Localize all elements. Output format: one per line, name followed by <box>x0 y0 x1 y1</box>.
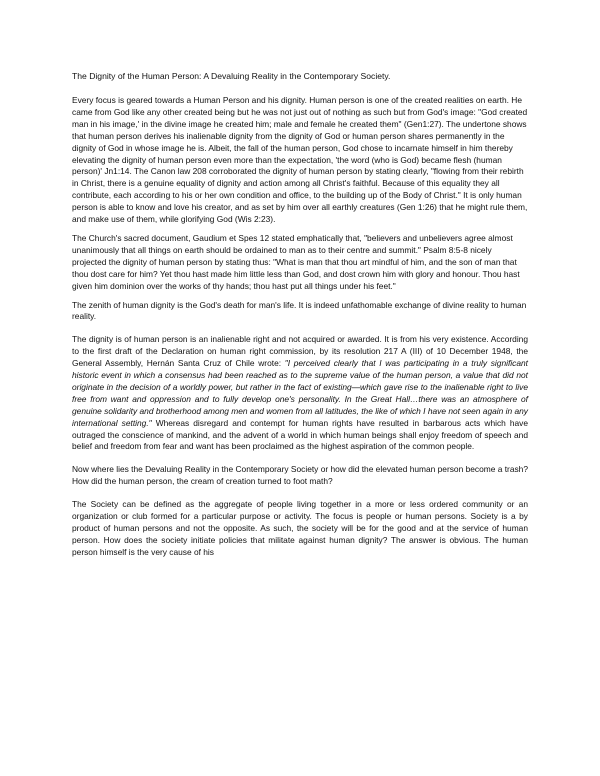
paragraph-devaluing-question: Now where lies the Devaluing Reality in the Contemporary Society or how did the elevated human person become a trash? How did the human person, the cream of creation turned to foot math? <box>72 464 528 487</box>
document-title: The Dignity of the Human Person: A Devaluing Reality in the Contemporary Society. <box>72 71 391 81</box>
paragraph-gaudium-et-spes: The Church's sacred document, Gaudium et Spes 12 stated emphatically that, "believers and unbelievers agree almost unanimously that all things on earth should be ordained to man as to their centre and summit." Psalm 8:5-8 nicely projected the dignity of human person by stating thus: "What is man that thou art mindful of him, and the son of man that thou dost care for him? Yet thou hast made him little less than God, and dost crown him with glory and honour. Thou hast given him dominion over the works of thy hands; thou hast put all things under his feet." <box>72 232 520 291</box>
paragraph-society-definition: The Society can be defined as the aggregate of people living together in a more or less ordered community or an organization or club formed for a particular purpose or activity. The focus is people or human persons. Society is a by product of human persons and not the opposite. As such, the society will be for the good and at the service of human person. How does the society initiate policies that militate against human dignity? The answer is obvious. The human person himself is the very cause of his <box>72 499 528 557</box>
paragraph-inalienable-right-tail: Whereas disregard and contempt for human rights have resulted in barbarous acts which have outraged the conscience of mankind, and the advent of a world in which human beings shall enjoy freedom of speech and belief and freedom from fear and want has been proclaimed as the highest aspiration of the common people. <box>72 417 529 452</box>
paragraph-inalienable-right-lead: The dignity is of human person is an inalienable right and not acquired or awarded. It is from his very existence. According to the first draft of the Declaration on human right commission, by its resolution 217 A (III) of 10 December 1948, the General Assembly, Hernán Santa Cruz of Chile wrote: <box>72 334 528 369</box>
santa-cruz-quote: "I perceived clearly that I was participating in a truly significant historic event in which a consensus had been reached as to the supreme value of the human person, a value that did not originate in the decision of a worldly power, but rather in the fact of existing—which gave rise to the inalienable right to live free from want and oppression and to fully develop one's personality. In the Great Hall…there was an atmosphere of genuine solidarity and brotherhood among men and women from all latitudes, the like of which I have not seen again in any international setting." <box>72 358 528 428</box>
paragraph-human-dignity-origin: Every focus is geared towards a Human Person and his dignity. Human person is one of the created realities on earth. He came from God like any other created being but he was not just out of nothing as such but from God's image: "God created man in his image,' in the divine image he created him; male and female he created them" (Gen1:27). The undertone shows that human person derives his inalienable dignity from the dignity of God or human person shares permanently in the dignity of God in whose image he is. Albeit, the fall of the human person, God chose to incarnate himself in him thereby elevating the dignity of human person even more than the expectation, 'the word (who is God) became flesh (human person)' Jn1:14. The Canon law 208 corroborated the dignity of human person by stating clearly, "flowing from their rebirth in Christ, there is a genuine equality of dignity and action among all Christ's faithful. Because of this equality they all contribute, each according to his or her own condition and office, to the building up of the Body of Christ." It is only human person is able to know and love his creator, and as set by him over all earthly creatures (Gen 1:26) that he might rule them, and make use of them, while glorifying God (Wis 2:23). <box>72 95 528 225</box>
paragraph-inalienable-right <box>72 334 528 453</box>
paragraph-zenith-of-dignity: The zenith of human dignity is the God's death for man's life. It is indeed unfathomable exchange of divine reality to human reality. <box>72 299 527 322</box>
